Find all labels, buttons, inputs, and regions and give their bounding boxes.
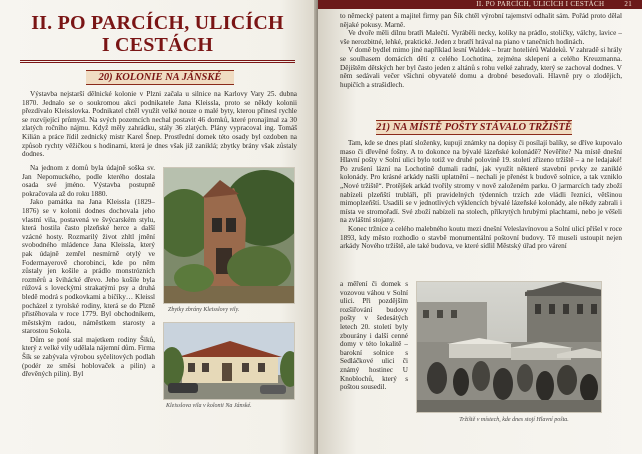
running-head-title: II. PO PARCÍCH, ULICÍCH I CESTÁCH xyxy=(476,0,605,8)
chapter-title xyxy=(20,12,295,56)
section-20-left-column xyxy=(22,164,155,454)
page-number: 21 xyxy=(624,0,632,8)
section-20-para1-text: Výstavba nejstarší dělnické kolonie v Plzni začala u silnice na Karlovy Vary 25. dubna 1870. Jednalo se o soukromou akci podnikatele Jana Kleissla, proto se někdy kolonii přezdívalo Kleisslovka. Podnikatel chtěl využít velké nouze o malé byty, kterou přinesl rychle se rozvíjející průmysl. Na svých pozemcích nechal postavit 46 domků, které pronajímal za 30 zlatých ročního nájmu. Když měly zahrádku, stály 36 zlatých. Plány vypracoval ing. Tomáš Kilián a práce řídil zednický mistr Karel Šnep. Prostřední domek této osady byl ozdoben na způsob rychty věžičkou s hodinami, která je dnes však již zaniklá; zbytky brány však zůstaly dodnes. xyxy=(22,90,297,159)
running-head xyxy=(318,0,642,9)
section-21-side-column xyxy=(340,280,408,450)
section-20-continuation xyxy=(340,12,622,115)
chapter-title-line2: I CESTÁCH xyxy=(101,34,214,56)
section-21-para1: Tam, kde se dnes platí složenky, kupují známky na dopisy či posílají balíky, se dříve kupovalo maso či dřevěné fošny. A to dokonce na bývalé lázeňské kolonádě? Nevěříte? Na místě dnešní Hlavní pošty v Solní ulici bylo totiž ve druhé polovině 19. století zřízeno tržiště – a ne ledajaké! Po zrušení lázní na Lochotíně dumali radní, jak využít některé stavební prvky ze zaniklé kolonády. Pro krásné arkády našli uplatnění – nechali je přenést k budově solnice, a tak vzniklo „Nové tržiště“. Protějšek arkád tvořily stromy v nově založeném parku. O jarmarcích tady zboží nabízeli plzeňští trubláři, při pravidelných týdenních trzích zde vládli řezníci, většinou mimoplzeňští. Usadili se v jednotlivých výklencích bývalé lázeňské kolonády, ale někdy zabrali i místa ve stromořadí. Své zboží nabízeli na stolech, příkrytých hrubými plachtami, nebo je věšeli na zvláštní stojany. xyxy=(340,139,622,225)
section-20-para1 xyxy=(22,90,297,164)
photo-market-place xyxy=(416,281,602,413)
section-20-para2a: Na jednom z domů byla údajně soška sv. Jan Nepomuckého, podle kterého dostala osada své jméno. Výstavba postupně pokračovala až do roku 1880. xyxy=(22,164,155,198)
section-20-cont-para1: to německý patent a majitel firmy pan Šík chtěl výrobní tajemství odhalit sám. Pořád proto dělal nějaké pokusy. Marně. xyxy=(340,12,622,29)
section-20-cont-para2: Ve dvoře měli dílnu bratři Malečtí. Vyráběli necky, kolíky na prádlo, stoličky, válchy, lavice – vše nerozbitné, lehké, praktické. Jeden z bratří hrával na piano v tanečních hodinách. xyxy=(340,29,622,46)
photo3-caption: Tržiště v místech, kde dnes stojí Hlavní pošta. xyxy=(459,417,569,423)
section-20-cont-para3: V domě bydlel mimo jiné například lesní Waldek – bratr hoteliérů Waldeků. V zahradě si hrály se soulhasem domácích dětí z celého Lochotína, zejména sklepení a celého Kreuzmanna. Dějištěm dětských her byl často jeden z altánů s rohu velké zahrady, který se zachoval dodnes. V něm sedávali večer všichni obyvatelé domu a drobné besedovali. Hlavně pry o zlodějích, hupičích a strašidlech. xyxy=(340,46,622,89)
photo2-caption: Kleisslova vila v kolonii Na Jánské. xyxy=(166,403,252,409)
photo1-caption: Zbytky zbrány Kleisslovy vily. xyxy=(168,307,240,313)
section-20-heading: 20) KOLONIE NA JÁNSKÉ xyxy=(86,70,234,85)
left-page xyxy=(0,0,318,454)
section-21-heading: 21) NA MÍSTĚ POŠTY STÁVALO TRŽIŠTĚ xyxy=(376,122,572,133)
photo-kleissl-villa xyxy=(163,322,295,400)
section-20-para3: Dům se poté stal majetkem rodiny Šiků, který z velké vily udělala nájemní dům. Firma Šík se zabývala výrobou syčelitových podlah (podér ze směsi hoblovaček a pilin) a dřevěných pilin). Byl xyxy=(22,335,155,379)
section-21-para2: Konec tržnice a celého malebného koutu mezi dnešní Veleslavínovou a Solní ulicí přišel v roce 1893, kdy město rozhodlo o stavbě monumentální poštovní budovy. Tě museli ustoupit nejen arkády Nového tržiště, ale také budova, ve které sídlil Městský úřad pro várení xyxy=(340,224,622,251)
right-page xyxy=(318,0,642,454)
title-rule xyxy=(20,60,295,63)
chapter-title-line1: II. PO PARCÍCH, ULICÍCH xyxy=(31,12,284,34)
section-21-para3: a měření či domek s vozovou váhou v Solní ulici. Při pozdějším rozšiřování budovy pošty v šedesátých letech 20. století byly zbourány i další cenné domy v této lokalitě – barokní solnice s Sedláčkové ulici či známý hostinec U Knoblochů, který s poštou sousedil. xyxy=(340,280,408,392)
photo-kleissl-villa-image xyxy=(164,323,295,400)
section-21-full-width-text xyxy=(340,139,622,279)
section-20-para2b: Jako památka na Jana Kleissla (1829–1876) se v kolonii dodnes dochovala jeho vlastní vila, postavená ve švýcarském stylu, která hostila často plzeňské herce a další vzácné hosty. Rozmarilý život zhltl jmění svobodného mládence Jana Kleissla, který pak údajně zemřel nesmírně otylý ve Fodermayerově chorobinci, kde po něm zůstaly jen košile a prádlo monstrózních rozměrů a švihácké dřevo. Jeho košile byla rúžová s loveckými strakatými psy a druhá bledě modrá s podkovkami a bičíky… Kleissl pocházel z tyrolské rodiny, která se do Plzně přistěhovala v roce 1779. Byl obchodníkem, městským radou, náměstkem starosty a starostou Sokola. xyxy=(22,198,155,336)
photo-market-place-image xyxy=(417,282,602,413)
photo-kleissl-gate-ruins-image xyxy=(164,168,295,304)
photo-kleissl-gate-ruins xyxy=(163,167,295,304)
